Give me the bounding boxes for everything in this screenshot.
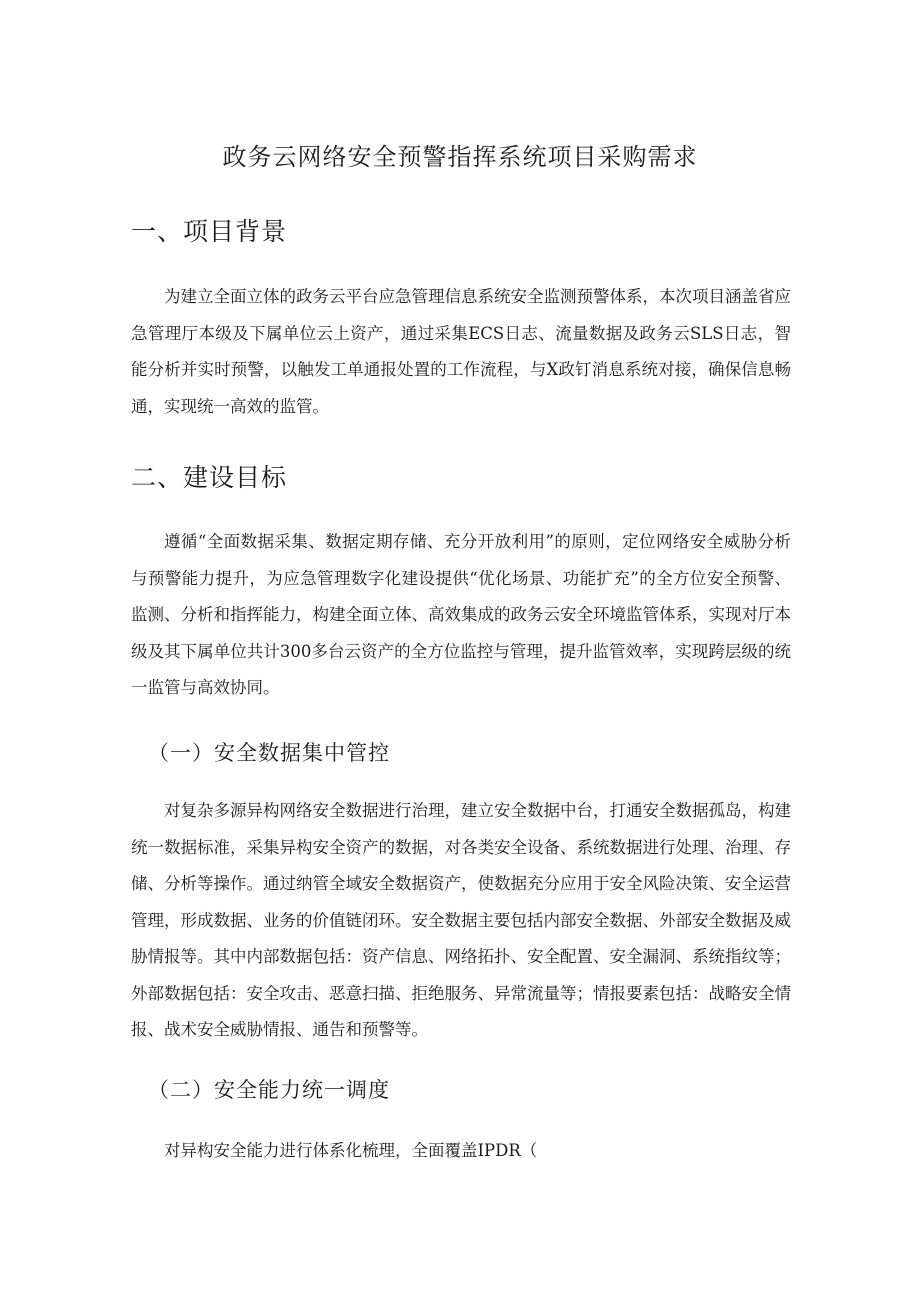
subsection-paragraph-data-control: 对复杂多源异构网络安全数据进行治理，建立安全数据中台，打通安全数据孤岛，构建统一数据标准，采集异构安全资产的数据，对各类安全设备、系统数据进行处理、治理、存储、分析等操作。通过纳管全域安全数据资产，使数据充分应用于安全风险决策、安全运营管理，形成数据、业务的价值链闭环。安全数据主要包括内部安全数据、外部安全数据及威胁情报等。其中内部数据包括：资产信息、网络拓扑、安全配置、安全漏洞、系统指纹等；外部数据包括：安全攻击、恶意扫描、拒绝服务、异常流量等；情报要素包括：战略安全情报、战术安全威胁情报、通告和预警等。 [131, 801, 791, 1039]
document-title: 政务云网络安全预警指挥系统项目采购需求 [222, 143, 698, 171]
section-paragraph-goals: 遵循“全面数据采集、数据定期存储、充分开放利用”的原则，定位网络安全威胁分析与预警能力提升，为应急管理数字化建设提供“优化场景、功能扩充”的全方位安全预警、监测、分析和指挥能力，构建全面立体、高效集成的政务云安全环境监管体系，实现对厅本级及其下属单位共计300多台云资产的全方位监控与管理，提升监管效率，实现跨层级的统一监管与高效协同。 [131, 532, 791, 697]
subsection-paragraph-capability-dispatch: 对异构安全能力进行体系化梳理，全面覆盖IPDR（ [164, 1141, 538, 1160]
section-heading-goals: 二、建设目标 [131, 463, 288, 492]
section-paragraph-background: 为建立全面立体的政务云平台应急管理信息系统安全监测预警体系，本次项目涵盖省应急管理厅本级及下属单位云上资产，通过采集ECS日志、流量数据及政务云SLS日志，智能分析并实时预警，以触发工单通报处置的工作流程，与X政钉消息系统对接，确保信息畅通，实现统一高效的监管。 [131, 287, 791, 416]
subsection-heading-data-control: （一）安全数据集中管控 [148, 741, 390, 765]
subsection-heading-capability-dispatch: （二）安全能力统一调度 [148, 1078, 390, 1102]
section-heading-background: 一、项目背景 [131, 217, 288, 246]
